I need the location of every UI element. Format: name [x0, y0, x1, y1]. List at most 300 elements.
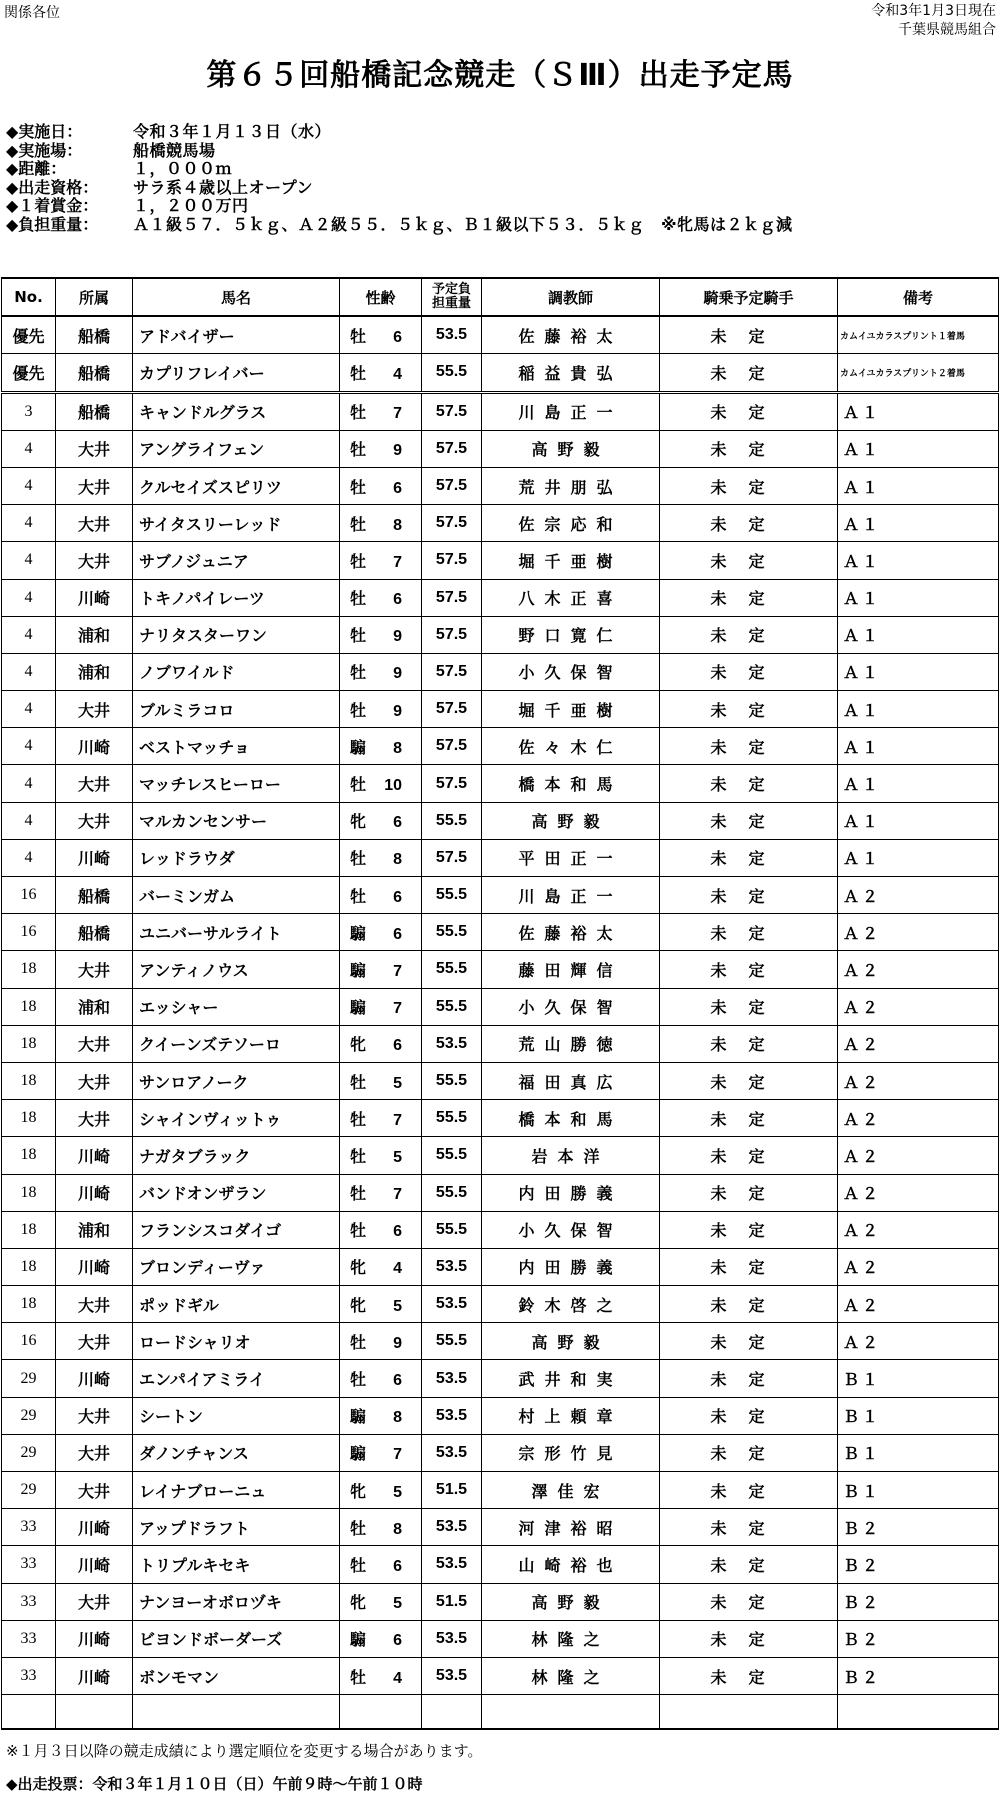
info-row-venue — [6, 142, 793, 161]
cell-age: 6 — [393, 814, 402, 832]
cell-weight: 57.5 — [422, 542, 482, 579]
cell-sex-age — [340, 1323, 422, 1360]
table-row — [2, 728, 999, 765]
cell-jockey: 未定 — [660, 579, 838, 616]
table-row-empty — [2, 1695, 999, 1730]
cell-no: 4 — [2, 765, 56, 802]
table-row — [2, 914, 999, 951]
cell-belong: 船橋 — [56, 914, 133, 951]
cell-jockey: 未定 — [660, 877, 838, 914]
cell-remarks: Ａ１ — [838, 392, 999, 430]
cell-jockey: 未定 — [660, 354, 838, 392]
cell-remarks: Ｂ１ — [838, 1434, 999, 1471]
document-title: 第６５回船橋記念競走（ＳⅢ）出走予定馬 — [206, 58, 794, 93]
cell-sex: 牡 — [349, 403, 366, 423]
cell-remarks: Ａ２ — [838, 1211, 999, 1248]
cell-horse-name: カプリフレイバー — [133, 354, 340, 392]
cell-belong: 川崎 — [56, 839, 133, 876]
cell-sex-age — [340, 1360, 422, 1397]
cell-sex-age — [340, 579, 422, 616]
cell-horse-name: フランシスコダイゴ — [133, 1211, 340, 1248]
cell-horse-name: シャインヴィットゥ — [133, 1100, 340, 1137]
cell-jockey: 未定 — [660, 1472, 838, 1509]
cell-remarks: Ａ１ — [838, 802, 999, 839]
cell-weight: 53.5 — [422, 316, 482, 354]
header-belong: 所属 — [56, 278, 133, 316]
cell-jockey: 未定 — [660, 1137, 838, 1174]
cell-age: 6 — [393, 1372, 402, 1390]
cell-weight: 55.5 — [422, 914, 482, 951]
cell-weight: 53.5 — [422, 1286, 482, 1323]
cell-age: 8 — [393, 851, 402, 869]
cell-no: 16 — [2, 914, 56, 951]
cell-jockey: 未定 — [660, 392, 838, 430]
cell-age: 8 — [393, 516, 402, 534]
cell-no: 18 — [2, 951, 56, 988]
table-row — [2, 616, 999, 653]
cell-belong: 川崎 — [56, 1137, 133, 1174]
table-row — [2, 951, 999, 988]
header-horse-name: 馬名 — [133, 278, 340, 316]
cell-age: 5 — [393, 1297, 402, 1315]
cell-sex-age — [340, 354, 422, 392]
cell-no: 18 — [2, 1248, 56, 1285]
cell-remarks: Ａ２ — [838, 1025, 999, 1062]
cell-remarks: Ａ２ — [838, 1286, 999, 1323]
cell-sex: 牡 — [349, 626, 366, 646]
cell-no: 33 — [2, 1509, 56, 1546]
cell-belong: 浦和 — [56, 1211, 133, 1248]
cell-horse-name: キャンドルグラス — [133, 392, 340, 430]
cell-jockey: 未定 — [660, 616, 838, 653]
cell-jockey: 未定 — [660, 988, 838, 1025]
cell-jockey: 未定 — [660, 542, 838, 579]
empty-cell — [2, 1695, 56, 1730]
info-row-distance — [6, 160, 793, 179]
cell-age: 9 — [393, 1334, 402, 1352]
cell-sex-age — [340, 691, 422, 728]
cell-trainer: 岩本洋 — [482, 1137, 660, 1174]
cell-belong: 川崎 — [56, 1620, 133, 1657]
info-value: 令和３年１月１３日（水） — [133, 122, 332, 141]
info-label: ◆距離： — [6, 159, 67, 178]
cell-sex-age — [340, 1174, 422, 1211]
table-row — [2, 505, 999, 542]
cell-no: 29 — [2, 1434, 56, 1471]
cell-no: 18 — [2, 1100, 56, 1137]
cell-sex: 牡 — [349, 1518, 366, 1538]
cell-sex-age — [340, 839, 422, 876]
cell-sex: 牡 — [349, 363, 366, 383]
cell-age: 9 — [393, 442, 402, 460]
cell-jockey: 未定 — [660, 1062, 838, 1099]
cell-no: 16 — [2, 877, 56, 914]
empty-cell — [340, 1695, 422, 1730]
cell-remarks: Ｂ１ — [838, 1360, 999, 1397]
cell-sex: 牡 — [349, 589, 366, 609]
info-row-prize — [6, 197, 793, 216]
cell-horse-name: ベストマッチョ — [133, 728, 340, 765]
cell-sex: 牡 — [349, 1072, 366, 1092]
cell-jockey: 未定 — [660, 951, 838, 988]
info-value: サラ系４歳以上オープン — [133, 177, 314, 197]
cell-trainer: 八木正喜 — [482, 579, 660, 616]
table-row — [2, 467, 999, 504]
cell-horse-name: マッチレスヒーロー — [133, 765, 340, 802]
cell-sex: 牡 — [349, 440, 366, 460]
info-value: １，０００ｍ — [133, 159, 233, 178]
cell-jockey: 未定 — [660, 914, 838, 951]
cell-sex-age — [340, 1472, 422, 1509]
cell-age: 8 — [393, 739, 402, 757]
entry-vote-info: ◆出走投票：令和３年１月１０日（日）午前９時～午前１０時 — [6, 1775, 423, 1793]
info-label: ◆出走資格： — [6, 177, 99, 197]
table-row — [2, 1620, 999, 1657]
cell-weight: 55.5 — [422, 1062, 482, 1099]
cell-belong: 川崎 — [56, 1174, 133, 1211]
cell-trainer: 宗形竹見 — [482, 1434, 660, 1471]
cell-weight: 57.5 — [422, 616, 482, 653]
cell-jockey: 未定 — [660, 1025, 838, 1062]
cell-jockey: 未定 — [660, 1434, 838, 1471]
cell-belong: 大井 — [56, 1323, 133, 1360]
info-label: ◆実施日： — [6, 122, 83, 141]
cell-weight: 53.5 — [422, 1509, 482, 1546]
cell-belong: 大井 — [56, 765, 133, 802]
cell-belong: 大井 — [56, 1434, 133, 1471]
cell-trainer: 高野毅 — [482, 430, 660, 467]
cell-belong: 船橋 — [56, 877, 133, 914]
cell-remarks: Ａ２ — [838, 1137, 999, 1174]
cell-sex: 牡 — [349, 514, 366, 534]
cell-horse-name: ビヨンドボーダーズ — [133, 1620, 340, 1657]
cell-remarks: Ａ２ — [838, 1323, 999, 1360]
table-header-row — [2, 278, 999, 316]
cell-weight: 57.5 — [422, 691, 482, 728]
cell-horse-name: エンパイアミライ — [133, 1360, 340, 1397]
cell-weight: 53.5 — [422, 1025, 482, 1062]
cell-sex: 牡 — [349, 1184, 366, 1204]
table-row — [2, 1546, 999, 1583]
cell-sex-age — [340, 467, 422, 504]
cell-jockey: 未定 — [660, 505, 838, 542]
cell-remarks: Ａ２ — [838, 1174, 999, 1211]
cell-sex-age — [340, 1248, 422, 1285]
table-row — [2, 1397, 999, 1434]
cell-horse-name: ノブワイルド — [133, 653, 340, 690]
cell-weight: 57.5 — [422, 728, 482, 765]
cell-sex-age — [340, 616, 422, 653]
cell-remarks: カムイユカラスプリント１着馬 — [838, 316, 999, 354]
cell-sex-age — [340, 542, 422, 579]
cell-sex-age — [340, 1062, 422, 1099]
cell-remarks: Ａ１ — [838, 579, 999, 616]
cell-trainer: 林隆之 — [482, 1657, 660, 1694]
issue-date: 令和3年1月3日現在 — [871, 3, 996, 19]
cell-trainer: 澤佳宏 — [482, 1472, 660, 1509]
table-row — [2, 542, 999, 579]
cell-belong: 大井 — [56, 802, 133, 839]
cell-trainer: 武井和実 — [482, 1360, 660, 1397]
cell-horse-name: ブルミラコロ — [133, 691, 340, 728]
cell-no: 4 — [2, 430, 56, 467]
cell-horse-name: ナンヨーオボロヅキ — [133, 1583, 340, 1620]
cell-trainer: 山崎裕也 — [482, 1546, 660, 1583]
cell-horse-name: アンティノウス — [133, 951, 340, 988]
cell-no: 18 — [2, 1174, 56, 1211]
cell-jockey: 未定 — [660, 728, 838, 765]
cell-remarks: Ａ２ — [838, 877, 999, 914]
info-value: 船橋競馬場 — [133, 140, 216, 160]
cell-weight: 53.5 — [422, 1620, 482, 1657]
cell-jockey: 未定 — [660, 1620, 838, 1657]
cell-weight: 57.5 — [422, 579, 482, 616]
cell-trainer: 川島正一 — [482, 877, 660, 914]
cell-weight: 55.5 — [422, 1137, 482, 1174]
cell-trainer: 堀千亜樹 — [482, 542, 660, 579]
table-row — [2, 839, 999, 876]
cell-horse-name: マルカンセンサー — [133, 802, 340, 839]
cell-sex-age — [340, 316, 422, 354]
cell-belong: 大井 — [56, 951, 133, 988]
issuing-organization: 千葉県競馬組合 — [898, 22, 996, 38]
cell-trainer: 野口寛仁 — [482, 616, 660, 653]
table-row — [2, 1137, 999, 1174]
cell-age: 8 — [393, 1409, 402, 1427]
cell-age: 5 — [393, 1074, 402, 1092]
recipient-label: 関係各位 — [4, 5, 60, 21]
cell-age: 6 — [393, 925, 402, 943]
cell-trainer: 川島正一 — [482, 392, 660, 430]
table-row — [2, 877, 999, 914]
cell-no: 4 — [2, 505, 56, 542]
cell-belong: 大井 — [56, 430, 133, 467]
cell-trainer: 村上頼章 — [482, 1397, 660, 1434]
cell-remarks: Ｂ２ — [838, 1509, 999, 1546]
empty-cell — [56, 1695, 133, 1730]
cell-trainer: 荒井朋弘 — [482, 467, 660, 504]
issue-info — [871, 2, 996, 40]
cell-trainer: 荒山勝徳 — [482, 1025, 660, 1062]
cell-belong: 川崎 — [56, 1509, 133, 1546]
table-row — [2, 691, 999, 728]
cell-sex: 騸 — [349, 960, 366, 980]
cell-remarks: Ｂ１ — [838, 1397, 999, 1434]
cell-remarks: Ａ１ — [838, 430, 999, 467]
cell-no: 4 — [2, 653, 56, 690]
table-body — [2, 316, 999, 1729]
cell-sex: 牡 — [349, 886, 366, 906]
cell-horse-name: サンロアノーク — [133, 1062, 340, 1099]
cell-age: 4 — [393, 1669, 402, 1687]
cell-weight: 55.5 — [422, 877, 482, 914]
cell-remarks: カムイユカラスプリント２着馬 — [838, 354, 999, 392]
info-value: Ａ１級５７．５ｋｇ、Ａ２級５５．５ｋｇ、Ｂ１級以下５３．５ｋｇ ※牝馬は２ｋｇ減 — [133, 214, 793, 234]
cell-weight: 57.5 — [422, 765, 482, 802]
cell-jockey: 未定 — [660, 1509, 838, 1546]
cell-remarks: Ａ１ — [838, 542, 999, 579]
cell-belong: 川崎 — [56, 1248, 133, 1285]
cell-no: 4 — [2, 802, 56, 839]
cell-jockey: 未定 — [660, 1546, 838, 1583]
cell-horse-name: レッドラウダ — [133, 839, 340, 876]
empty-cell — [422, 1695, 482, 1730]
cell-weight: 53.5 — [422, 1657, 482, 1694]
cell-remarks: Ａ１ — [838, 765, 999, 802]
cell-belong: 浦和 — [56, 988, 133, 1025]
cell-belong: 大井 — [56, 505, 133, 542]
cell-remarks: Ｂ２ — [838, 1620, 999, 1657]
cell-remarks: Ａ２ — [838, 1248, 999, 1285]
cell-weight: 51.5 — [422, 1472, 482, 1509]
cell-belong: 川崎 — [56, 1546, 133, 1583]
empty-cell — [482, 1695, 660, 1730]
cell-horse-name: トキノパイレーツ — [133, 579, 340, 616]
cell-horse-name: シートン — [133, 1397, 340, 1434]
table-row — [2, 1360, 999, 1397]
cell-sex: 牡 — [349, 663, 366, 683]
cell-trainer: 小久保智 — [482, 1211, 660, 1248]
cell-trainer: 鈴木啓之 — [482, 1286, 660, 1323]
cell-sex: 牡 — [349, 700, 366, 720]
cell-age: 6 — [393, 1037, 402, 1055]
cell-jockey: 未定 — [660, 1583, 838, 1620]
header-weight-line1: 予定負 — [431, 282, 471, 298]
entries-table — [1, 277, 999, 1730]
cell-horse-name: ユニバーサルライト — [133, 914, 340, 951]
cell-sex-age — [340, 1509, 422, 1546]
cell-no: 33 — [2, 1657, 56, 1694]
cell-weight: 55.5 — [422, 1323, 482, 1360]
cell-age: 4 — [393, 365, 402, 383]
cell-sex-age — [340, 988, 422, 1025]
cell-horse-name: ナガタブラック — [133, 1137, 340, 1174]
cell-belong: 浦和 — [56, 616, 133, 653]
cell-no: 3 — [2, 392, 56, 430]
cell-sex: 牡 — [349, 1332, 366, 1352]
cell-sex-age — [340, 765, 422, 802]
cell-jockey: 未定 — [660, 316, 838, 354]
cell-age: 6 — [393, 888, 402, 906]
cell-remarks: Ａ２ — [838, 1062, 999, 1099]
cell-sex: 騸 — [349, 737, 366, 757]
race-info — [6, 123, 793, 234]
cell-age: 10 — [384, 777, 402, 795]
cell-trainer: 林隆之 — [482, 1620, 660, 1657]
table-row — [2, 1472, 999, 1509]
cell-weight: 57.5 — [422, 392, 482, 430]
cell-weight: 57.5 — [422, 505, 482, 542]
cell-sex-age — [340, 1286, 422, 1323]
table-row — [2, 1100, 999, 1137]
cell-age: 6 — [393, 591, 402, 609]
cell-sex-age — [340, 1137, 422, 1174]
table-row — [2, 653, 999, 690]
cell-horse-name: ダノンチャンス — [133, 1434, 340, 1471]
cell-trainer: 小久保智 — [482, 653, 660, 690]
cell-age: 7 — [393, 1111, 402, 1129]
cell-age: 5 — [393, 1595, 402, 1613]
cell-age: 6 — [393, 328, 402, 346]
cell-remarks: Ｂ２ — [838, 1583, 999, 1620]
cell-no: 4 — [2, 728, 56, 765]
cell-weight: 53.5 — [422, 1360, 482, 1397]
cell-jockey: 未定 — [660, 1657, 838, 1694]
cell-belong: 船橋 — [56, 354, 133, 392]
cell-trainer: 橋本和馬 — [482, 1100, 660, 1137]
cell-horse-name: ボンモマン — [133, 1657, 340, 1694]
cell-jockey: 未定 — [660, 430, 838, 467]
cell-no: 優先 — [2, 354, 56, 392]
cell-sex-age — [340, 1025, 422, 1062]
cell-weight: 53.5 — [422, 1434, 482, 1471]
cell-sex-age — [340, 1620, 422, 1657]
cell-trainer: 佐宗応和 — [482, 505, 660, 542]
cell-no: 4 — [2, 839, 56, 876]
cell-sex: 騸 — [349, 1407, 366, 1427]
cell-age: 7 — [393, 962, 402, 980]
info-label: ◆１着賞金： — [6, 196, 99, 215]
cell-age: 9 — [393, 628, 402, 646]
cell-horse-name: サブノジュニア — [133, 542, 340, 579]
cell-horse-name: ロードシャリオ — [133, 1323, 340, 1360]
table-row — [2, 1583, 999, 1620]
cell-no: 16 — [2, 1323, 56, 1360]
info-label: ◆負担重量： — [6, 214, 99, 234]
cell-age: 6 — [393, 479, 402, 497]
cell-sex: 牝 — [349, 1258, 366, 1278]
cell-belong: 川崎 — [56, 1657, 133, 1694]
cell-trainer: 稲益貴弘 — [482, 354, 660, 392]
cell-trainer: 高野毅 — [482, 802, 660, 839]
cell-no: 4 — [2, 691, 56, 728]
cell-trainer: 佐藤裕太 — [482, 914, 660, 951]
cell-age: 7 — [393, 1000, 402, 1018]
header-no: No. — [2, 278, 56, 316]
cell-age: 9 — [393, 665, 402, 683]
info-value: １，２００万円 — [133, 196, 249, 215]
cell-sex-age — [340, 392, 422, 430]
cell-age: 5 — [393, 1483, 402, 1501]
footer-note: ※１月３日以降の競走成績により選定順位を変更する場合があります。 — [6, 1742, 483, 1760]
cell-belong: 大井 — [56, 691, 133, 728]
cell-belong: 浦和 — [56, 653, 133, 690]
cell-sex-age — [340, 505, 422, 542]
cell-jockey: 未定 — [660, 1360, 838, 1397]
cell-jockey: 未定 — [660, 1174, 838, 1211]
cell-remarks: Ａ２ — [838, 988, 999, 1025]
empty-cell — [133, 1695, 340, 1730]
cell-horse-name: クルセイズスピリツ — [133, 467, 340, 504]
cell-belong: 大井 — [56, 1583, 133, 1620]
header-weight — [422, 278, 482, 316]
cell-no: 29 — [2, 1360, 56, 1397]
cell-weight: 55.5 — [422, 988, 482, 1025]
cell-sex: 牝 — [349, 1295, 366, 1315]
cell-remarks: Ａ２ — [838, 951, 999, 988]
cell-weight: 55.5 — [422, 1174, 482, 1211]
cell-remarks: Ｂ２ — [838, 1657, 999, 1694]
table-row — [2, 802, 999, 839]
cell-jockey: 未定 — [660, 1100, 838, 1137]
cell-horse-name: ナリタスターワン — [133, 616, 340, 653]
cell-trainer: 内田勝義 — [482, 1174, 660, 1211]
header-weight-line2: 担重量 — [431, 296, 471, 312]
cell-sex: 牝 — [349, 1035, 366, 1055]
cell-belong: 大井 — [56, 1472, 133, 1509]
cell-belong: 大井 — [56, 1397, 133, 1434]
cell-sex-age — [340, 1100, 422, 1137]
